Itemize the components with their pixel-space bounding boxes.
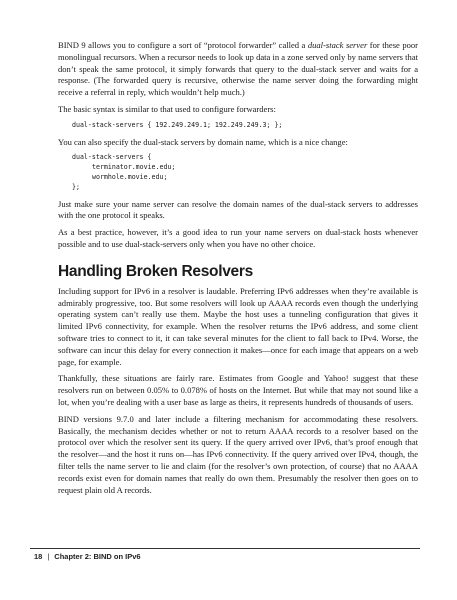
intro-paragraph-5: As a best practice, however, it’s a good idea to run your name servers on dual-stack hosts whenever possible and to use dual-stack-servers only when you have no other choice. [58, 227, 418, 249]
footer-separator: | [47, 552, 50, 561]
page-body [58, 40, 418, 501]
section-heading: Handling Broken Resolvers [58, 262, 253, 280]
section-paragraph-1: Including support for IPv6 in a resolver is laudable. Preferring IPv6 addresses when they’re available is admirably progressive, too. But some resolvers will look up AAAA records even though the underlying operating system can’t really use them. Maybe the host uses a tunneling configuration that gives it limited IPv6 connectivity, for example. When the resolver returns the IPv6 address, and some client software tries to connect to it, it can take several minutes for the client to fall back to IPv4. Worse, the software can incur this delay for every connection it makes—once for each image that appears on a web page, for example. [58, 285, 418, 367]
text-run: for these poor monolingual recursors. When a recursor needs to look up data in a zone served only by name servers that don’t speak the same protocol, it simply forwards that query to the dual-stack server and waits for a response. (The forwarded query is recursive, otherwise the name server doing the forwarding might receive a referral in reply, which wouldn’t help much.) [58, 40, 418, 98]
intro-paragraph-2: The basic syntax is similar to that used to configure forwarders: [58, 103, 276, 114]
footer-text [34, 552, 141, 561]
page-footer [0, 548, 457, 568]
footer-divider [30, 548, 420, 549]
page-number: 18 [34, 552, 43, 561]
intro-paragraph-1 [58, 40, 418, 99]
code-line: }; [72, 182, 80, 191]
term-dual-stack-server: dual-stack server [307, 40, 368, 50]
code-block-2 [72, 153, 418, 192]
text-run: BIND 9 allows you to configure a sort of “protocol forwarder” called a [58, 40, 308, 50]
code-line: dual-stack-servers { [72, 153, 152, 162]
intro-paragraph-4: Just make sure your name server can resolve the domain names of the dual-stack servers to addresses with the one protocol it speaks. [58, 198, 418, 221]
section-paragraph-3: BIND versions 9.7.0 and later include a filtering mechanism for accommodating these resolvers. Basically, the mechanism decides whether or not to return AAAA records to a resolver based on the protocol over which the resolver sent its query. If the query arrived over IPv6, that’s proof enough that the resolver—and the host it runs on—has IPv6 connectivity. If the query arrived over IPv4, though, the filter tells the name server to lie and claim (for the resolver’s own protection, of course) that no AAAA records exist even for domain names that really do own them. Presumably the resolver then goes on to request plain old A records. [58, 413, 418, 495]
chapter-title: Chapter 2: BIND on IPv6 [54, 552, 141, 561]
code-block-1: dual-stack-servers { 192.249.249.1; 192.249.249.3; }; [72, 120, 283, 129]
code-line: wormhole.movie.edu; [92, 172, 168, 181]
intro-paragraph-3: You can also specify the dual-stack servers by domain name, which is a nice change: [58, 136, 348, 147]
section-paragraph-2: Thankfully, these situations are fairly rare. Estimates from Google and Yahoo! suggest that these resolvers run on between 0.05% to 0.078% of hosts on the Internet. But while that may not sound like a lot, when you’re dealing with a user base as large as theirs, it represents hundreds of thousands of users. [58, 373, 418, 407]
code-line: terminator.movie.edu; [92, 163, 176, 172]
